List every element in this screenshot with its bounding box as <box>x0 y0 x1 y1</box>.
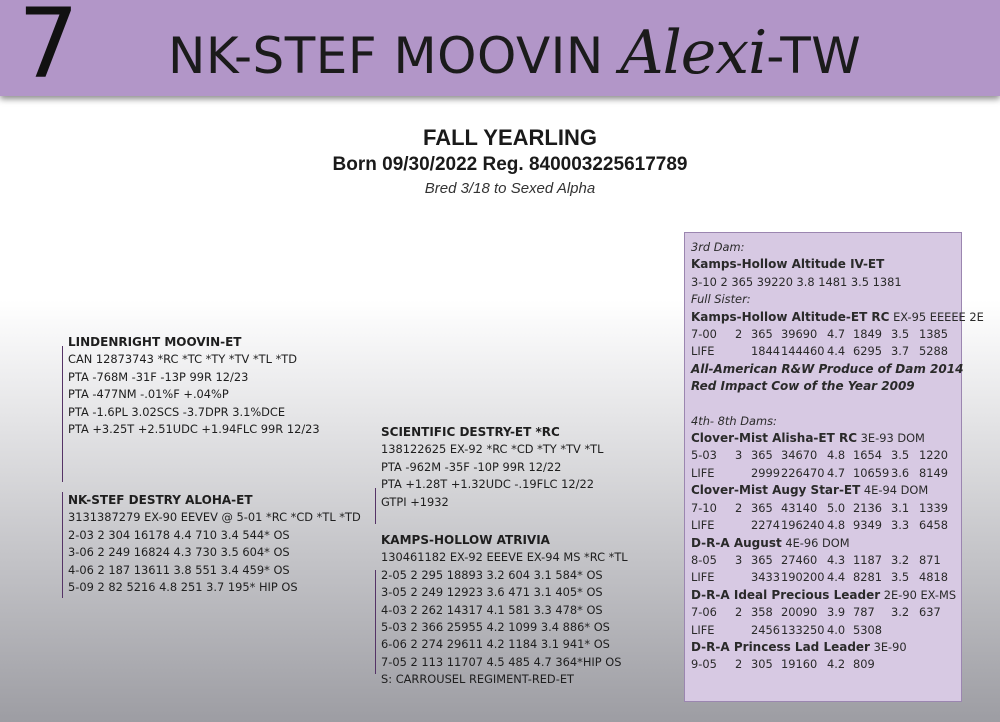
third-dam-record: 3-10 2 365 39220 3.8 1481 3.5 1381 <box>691 274 902 289</box>
record-cell: 1844 <box>751 344 780 359</box>
record-cell: 2136 <box>853 500 882 515</box>
granddam-line: 4-03 2 262 14317 4.1 581 3.3 478* OS <box>381 602 603 617</box>
record-cell: LIFE <box>691 622 715 637</box>
record-cell: 2456 <box>751 622 780 637</box>
ancestor-dam-heading <box>691 482 961 499</box>
record-cell: 39690 <box>781 327 818 342</box>
dam-line: 3131387279 EX-90 EEVEV @ 5-01 *RC *CD *TL *TD <box>68 510 361 525</box>
animal-name-main: NK-STEF MOOVIN <box>168 27 621 85</box>
record-cell: 365 <box>751 448 773 463</box>
third-dam-name: Kamps-Hollow Altitude IV-ET <box>691 257 885 272</box>
ancestor-dam-class: 3E-90 <box>869 639 907 654</box>
record-cell: 2999 <box>751 465 780 480</box>
granddam-line: 6-06 2 274 29611 4.2 1184 3.1 941* OS <box>381 637 610 652</box>
record-cell: 3433 <box>751 570 780 585</box>
pedigree-line-mgs <box>375 488 376 524</box>
ancestor-dam-class: 4E-96 DOM <box>781 535 850 550</box>
animal-name-suffix: -TW <box>766 27 862 85</box>
record-cell: 8281 <box>853 570 882 585</box>
record-cell: 358 <box>751 605 773 620</box>
record-cell <box>735 465 751 482</box>
title-banner <box>0 0 1000 100</box>
record-cell: 3.7 <box>891 344 910 359</box>
record-cell: 4.7 <box>827 465 846 480</box>
record-cell: 7-10 <box>691 500 717 515</box>
ancestor-dam-class: 2E-90 EX-MS <box>880 587 957 602</box>
ancestor-dam-name: Clover-Mist Alisha-ET RC <box>691 431 858 446</box>
record-cell: 5-03 <box>691 448 717 463</box>
record-row <box>691 447 961 464</box>
sire-name: LINDENRIGHT MOOVIN-ET <box>68 335 242 349</box>
record-cell: 3.5 <box>891 448 910 463</box>
dam-line: 3-06 2 249 16824 4.3 730 3.5 604* OS <box>68 545 290 560</box>
record-row <box>691 569 961 586</box>
record-cell: 2274 <box>751 518 780 533</box>
sire-block <box>68 334 320 438</box>
record-row <box>691 343 961 360</box>
record-cell: 4.2 <box>827 657 846 672</box>
mgs-line: 138122625 EX-92 *RC *CD *TY *TV *TL <box>381 442 604 457</box>
record-cell: 3.1 <box>891 500 910 515</box>
record-cell: 2 <box>735 327 743 342</box>
full-sister-heading <box>691 309 984 326</box>
class-title: FALL YEARLING <box>423 125 597 150</box>
record-cell: 9349 <box>853 518 882 533</box>
dam-block <box>68 492 361 596</box>
birth-registration: Born 09/30/2022 Reg. 840003225617789 <box>332 154 688 175</box>
record-cell: 3.9 <box>827 605 846 620</box>
bred-info: Bred 3/18 to Sexed Alpha <box>424 180 596 197</box>
granddam-name: KAMPS-HOLLOW ATRIVIA <box>381 533 550 547</box>
granddam-line: 7-05 2 113 11707 4.5 485 4.7 364*HIP OS <box>381 654 622 669</box>
pedigree-line-sire <box>62 346 63 482</box>
sire-line: PTA -477NM -.01%F +.04%P <box>68 387 229 402</box>
record-cell: 365 <box>751 327 773 342</box>
dam-line: 2-03 2 304 16178 4.4 710 3.4 544* OS <box>68 527 290 542</box>
dam-line: 4-06 2 187 13611 3.8 551 3.4 459* OS <box>68 562 290 577</box>
animal-name <box>168 18 861 88</box>
record-cell: 3.5 <box>891 327 910 342</box>
record-row <box>691 656 961 673</box>
record-cell: 8-05 <box>691 552 717 567</box>
record-cell <box>735 343 751 360</box>
ancestor-dam-name: D-R-A Princess Lad Leader <box>691 639 870 654</box>
record-cell: 305 <box>751 657 773 672</box>
full-sister-label: Full Sister: <box>691 292 751 307</box>
pedigree-line-granddam <box>375 570 376 674</box>
record-cell: 1654 <box>853 448 882 463</box>
mgs-line: PTA +1.28T +1.32UDC -.19FLC 12/22 <box>381 477 594 492</box>
record-cell: 9-05 <box>691 657 717 672</box>
ancestor-dam-name: D-R-A Ideal Precious Leader <box>691 587 881 602</box>
record-cell: 5308 <box>853 622 882 637</box>
sale-header <box>0 124 1000 200</box>
record-cell: 4.8 <box>827 448 846 463</box>
record-cell: 19160 <box>781 657 818 672</box>
record-cell: 3.6 <box>891 465 910 480</box>
full-sister-records <box>691 326 961 361</box>
ancestor-dam-heading <box>691 430 961 447</box>
record-cell: LIFE <box>691 344 715 359</box>
record-cell: 2 <box>735 500 743 515</box>
record-cell: 4818 <box>919 570 948 585</box>
ancestor-dam-class: 4E-94 DOM <box>860 483 929 498</box>
record-cell: 637 <box>919 605 941 620</box>
record-cell: 5.0 <box>827 500 846 515</box>
record-cell <box>891 622 919 639</box>
record-cell: 365 <box>751 500 773 515</box>
granddam-line: 5-03 2 366 25955 4.2 1099 3.4 886* OS <box>381 620 610 635</box>
record-cell: 4.8 <box>827 518 846 533</box>
record-cell: 4.4 <box>827 570 846 585</box>
ancestor-dam-class: 3E-93 DOM <box>857 431 925 446</box>
record-row <box>691 500 961 517</box>
record-cell: 5288 <box>919 344 948 359</box>
record-cell: LIFE <box>691 570 715 585</box>
lot-number: 7 <box>18 0 80 100</box>
record-cell: 1220 <box>919 448 948 463</box>
record-cell: 10659 <box>853 465 890 480</box>
granddam-line: S: CARROUSEL REGIMENT-RED-ET <box>381 672 574 687</box>
record-cell <box>919 656 953 673</box>
record-cell: 3.5 <box>891 570 910 585</box>
record-cell <box>919 622 953 639</box>
record-cell: 1187 <box>853 552 882 567</box>
sire-line: PTA +3.25T +2.51UDC +1.94FLC 99R 12/23 <box>68 422 320 437</box>
record-cell: 4.0 <box>827 622 846 637</box>
record-cell: 365 <box>751 552 773 567</box>
record-cell: 6458 <box>919 518 948 533</box>
record-cell: 871 <box>919 552 941 567</box>
sire-line: PTA -1.6PL 3.02SCS -3.7DPR 3.1%DCE <box>68 404 286 419</box>
record-cell: 2 <box>735 657 743 672</box>
record-cell: LIFE <box>691 518 715 533</box>
granddam-line: 3-05 2 249 12923 3.6 471 3.1 405* OS <box>381 585 603 600</box>
record-cell: 4.7 <box>827 327 846 342</box>
record-cell: 7-00 <box>691 327 717 342</box>
record-cell: 196240 <box>781 518 825 533</box>
mgs-line: GTPI +1932 <box>381 494 449 509</box>
dam-name: NK-STEF DESTRY ALOHA-ET <box>68 493 253 507</box>
dams-panel <box>684 232 984 702</box>
record-cell: 1849 <box>853 327 882 342</box>
third-dam-label: 3rd Dam: <box>691 240 745 254</box>
ancestor-dam-name: D-R-A August <box>691 535 782 550</box>
record-cell: 226470 <box>781 465 825 480</box>
record-cell: 809 <box>853 657 875 672</box>
record-row <box>691 326 961 343</box>
record-cell <box>891 656 919 673</box>
record-cell: 7-06 <box>691 605 717 620</box>
mgs-name: SCIENTIFIC DESTRY-ET *RC <box>381 425 560 439</box>
mgs-line: PTA -962M -35F -10P 99R 12/22 <box>381 459 562 474</box>
record-cell: 2 <box>735 605 743 620</box>
record-cell: 1339 <box>919 500 948 515</box>
honor-line: Red Impact Cow of the Year 2009 <box>691 379 915 394</box>
record-cell: 144460 <box>781 344 825 359</box>
dam-line: 5-09 2 82 5216 4.8 251 3.7 195* HIP OS <box>68 580 298 595</box>
animal-name-script: Alexi <box>620 18 767 88</box>
ancestor-dam-name: Clover-Mist Augy Star-ET <box>691 483 861 498</box>
granddam-block <box>381 532 628 689</box>
record-cell: 8149 <box>919 465 948 480</box>
dams-label: 4th- 8th Dams: <box>691 413 777 428</box>
record-cell: 787 <box>853 605 875 620</box>
record-cell: 3.2 <box>891 552 910 567</box>
record-cell: LIFE <box>691 465 715 480</box>
full-sister-class: EX-95 EEEEE 2E <box>889 309 984 324</box>
record-row <box>691 622 961 639</box>
granddam-line: 2-05 2 295 18893 3.2 604 3.1 584* OS <box>381 567 603 582</box>
record-row <box>691 517 961 534</box>
record-cell: 34670 <box>781 448 818 463</box>
record-cell: 190200 <box>781 570 825 585</box>
record-cell: 133250 <box>781 622 825 637</box>
honor-line: All-American R&W Produce of Dam 2014 <box>691 361 964 376</box>
ancestor-dams-list <box>691 430 961 674</box>
ancestor-dam-heading <box>691 587 961 604</box>
pedigree-line-dam <box>62 492 63 598</box>
sire-line: PTA -768M -31F -13P 99R 12/23 <box>68 369 249 384</box>
record-row <box>691 552 961 569</box>
sire-line: CAN 12873743 *RC *TC *TY *TV *TL *TD <box>68 352 298 367</box>
ancestor-dam-heading <box>691 535 961 552</box>
record-cell: 43140 <box>781 500 818 515</box>
record-cell: 3.2 <box>891 605 910 620</box>
record-cell: 4.3 <box>827 552 846 567</box>
record-cell <box>735 569 751 586</box>
record-cell: 20090 <box>781 605 818 620</box>
record-cell: 3 <box>735 448 743 463</box>
record-cell: 6295 <box>853 344 882 359</box>
record-cell <box>735 622 751 639</box>
spacer <box>691 396 961 413</box>
record-cell: 1385 <box>919 327 948 342</box>
full-sister-name: Kamps-Hollow Altitude-ET RC <box>691 309 890 324</box>
record-cell: 3 <box>735 552 743 567</box>
ancestor-dam-heading <box>691 639 961 656</box>
granddam-line: 130461182 EX-92 EEEVE EX-94 MS *RC *TL <box>381 550 628 565</box>
mgs-block <box>381 424 603 511</box>
record-cell: 27460 <box>781 552 818 567</box>
record-row <box>691 604 961 621</box>
record-cell <box>735 517 751 534</box>
record-cell: 4.4 <box>827 344 846 359</box>
record-cell: 3.3 <box>891 518 910 533</box>
record-row <box>691 465 961 482</box>
